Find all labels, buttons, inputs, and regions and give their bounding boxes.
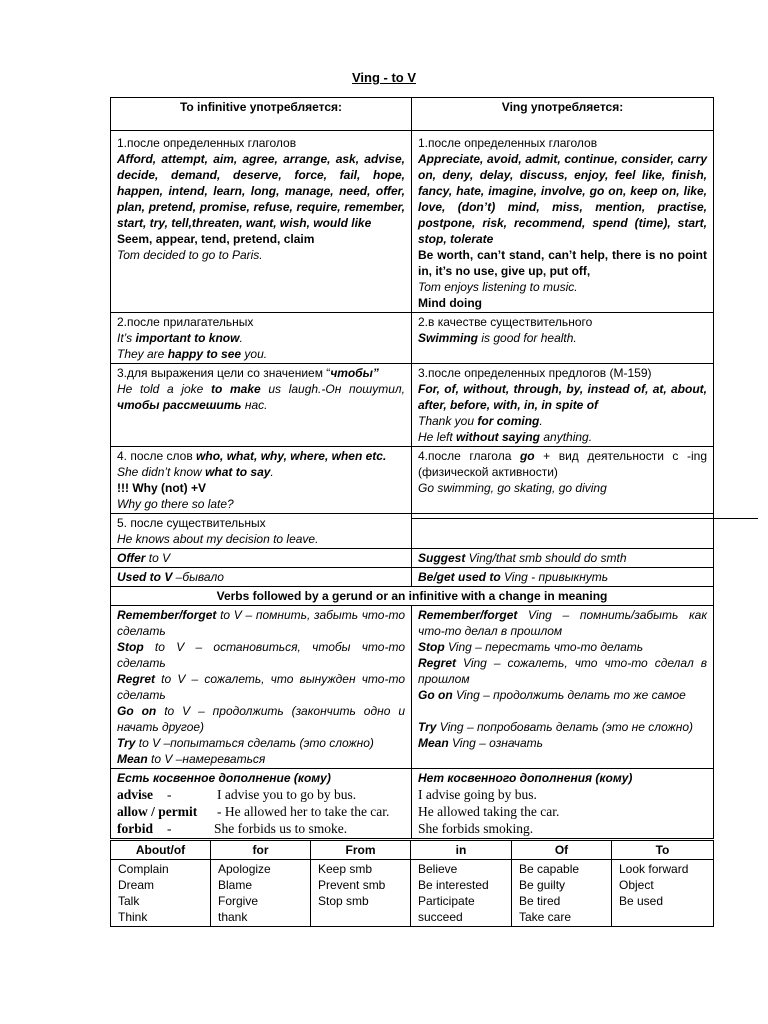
verb-list-2: Seem, appear, tend, pretend, claim: [117, 232, 315, 246]
column-in: [411, 860, 512, 927]
row-adjectives: [111, 313, 714, 364]
example: Tom enjoys listening to music.: [418, 280, 578, 294]
verb-list: Appreciate, avoid, admit, continue, consider, carry on, deny, delay, discuss, enjoy, feel like, finish, fancy, hate, imagine, involve, go on, keep on, like, love, (don’t) mind, miss, mention, practise, postpone, risk, recommend, spend (time), start, stop, tolerate: [418, 152, 707, 246]
row-meaning-change: [111, 606, 714, 769]
list-item: Dream: [118, 878, 155, 892]
column-to: [612, 860, 714, 927]
meaning-item: Mean Ving – означать: [418, 736, 543, 750]
list-item: Believe: [418, 862, 458, 876]
cell-infinitive-verbs: [111, 131, 412, 313]
meaning-item: Go on Ving – продолжить делать то же самое: [418, 688, 686, 702]
example: Thank you for coming.: [418, 414, 543, 428]
cell-infinitive-meanings: [111, 606, 412, 769]
list-item: Be guilty: [519, 878, 566, 892]
list-item: Be capable: [519, 862, 580, 876]
section-title: Verbs followed by a gerund or an infinitive with a change in meaning: [111, 587, 714, 606]
list-item: Participate: [418, 894, 475, 908]
cell-used-to: Used to V –бывало: [111, 568, 412, 587]
section-heading: 3.для выражения цели со значением “чтобы”: [117, 366, 379, 380]
list-item: Be interested: [418, 878, 489, 892]
header-ving: Ving употребляется:: [412, 98, 714, 131]
list-item: Blame: [218, 878, 253, 892]
example: He knows about my decision to leave.: [117, 532, 319, 546]
why-rule: !!! Why (not) +V: [117, 481, 206, 495]
list-item: Complain: [118, 862, 169, 876]
example-row: forbid - She forbids us to smoke.: [117, 821, 348, 836]
header-for: for: [211, 841, 311, 860]
cell-with-indirect-object: [111, 769, 412, 839]
example-row: advise - I advise you to go by bus.: [117, 787, 357, 802]
list-item: Think: [118, 910, 148, 924]
list-item: Talk: [118, 894, 140, 908]
cell-go-activity: [412, 447, 714, 514]
row-section-heading: [111, 587, 714, 606]
page-title: Ving - to V: [351, 70, 417, 85]
spacer: [418, 703, 707, 719]
example: Swimming is good for health.: [418, 331, 577, 345]
section-heading: 4.после глагола go + вид деятельности с -ing (физической активности): [418, 449, 707, 479]
section-heading: 4. после слов who, what, why, where, when etc.: [117, 449, 387, 463]
list-item: Apologize: [218, 862, 271, 876]
cell-after-adjectives: [111, 313, 412, 364]
meaning-item: Regret to V – сожалеть, что вынужден что-то сделать: [117, 672, 405, 702]
header-about-of: About/of: [111, 841, 211, 860]
section-heading: 2.после прилагательных: [117, 315, 254, 329]
header-to-infinitive: To infinitive употребляется:: [111, 98, 412, 131]
example: He told a joke to make us laugh.-Он пошутил, чтобы рассмешить нас.: [117, 382, 405, 412]
cell-be-used-to: Be/get used to Ving - привыкнуть: [412, 568, 714, 587]
cell-as-noun: [412, 313, 714, 364]
list-item: Stop smb: [318, 894, 369, 908]
meaning-item: Mean to V –намереваться: [117, 752, 266, 766]
cell-ving-verbs: [412, 131, 714, 313]
column-from: [311, 860, 411, 927]
header-to: To: [612, 841, 714, 860]
preposition-list: For, of, without, through, by, instead of, at, about, after, before, with, in, in spite of: [418, 382, 707, 412]
list-item: Look forward: [619, 862, 689, 876]
list-item: Forgive: [218, 894, 259, 908]
section-heading: 1.после определенных глаголов: [117, 136, 297, 150]
cell-without-indirect-object: [412, 769, 714, 839]
example: Why go there so late?: [117, 497, 234, 511]
list-item: Be used: [619, 894, 664, 908]
column-of: [512, 860, 612, 927]
meaning-item: Stop to V – остановиться, чтобы что-то сделать: [117, 640, 405, 670]
meaning-item: Go on to V – продолжить (закончить одно и начать другое): [117, 704, 405, 734]
list-item: Object: [619, 878, 654, 892]
cell-purpose: [111, 364, 412, 447]
preposition-header-row: [111, 841, 714, 860]
list-item: Prevent smb: [318, 878, 386, 892]
list-item: Keep smb: [318, 862, 373, 876]
divider-line: [412, 518, 758, 519]
mind-doing: Mind doing: [418, 296, 482, 310]
cell-question-words: [111, 447, 412, 514]
column-for: [211, 860, 311, 927]
row-verbs: [111, 131, 714, 313]
row-used-to: [111, 568, 714, 587]
meaning-item: Remember/forget Ving – помнить/забыть как что-то делал в прошлом: [418, 608, 707, 638]
list-item: thank: [218, 910, 248, 924]
section-heading: 3.после определенных предлогов (M-159): [418, 366, 652, 380]
cell-suggest: Suggest Ving/that smb should do smth: [412, 549, 714, 568]
example-row: She forbids smoking.: [418, 821, 534, 836]
example: He left without saying anything.: [418, 430, 593, 444]
section-heading: 5. после существительных: [117, 516, 266, 530]
cell-gerund-meanings: [412, 606, 714, 769]
example-row: He allowed taking the car.: [418, 804, 560, 819]
row-purpose: [111, 364, 714, 447]
row-indirect-object: [111, 769, 714, 839]
grammar-table: [110, 97, 714, 839]
example-row: I advise going by bus.: [418, 787, 537, 802]
example: Tom decided to go to Paris.: [117, 248, 263, 262]
example: Go swimming, go skating, go diving: [418, 481, 607, 495]
preposition-table: [110, 840, 714, 927]
list-item: Take care: [519, 910, 572, 924]
meaning-item: Stop Ving – перестать что-то делать: [418, 640, 644, 654]
preposition-body-row: [111, 860, 714, 927]
section-heading: Есть косвенное дополнение (кому): [117, 771, 331, 785]
row-question-words: [111, 447, 714, 514]
cell-prepositions: [412, 364, 714, 447]
section-heading: 2.в качестве существительного: [418, 315, 593, 329]
cell-offer: Offer to V: [111, 549, 412, 568]
cell-after-nouns: [111, 514, 412, 549]
header-of: Of: [512, 841, 612, 860]
header-from: From: [311, 841, 411, 860]
table-header-row: [111, 98, 714, 131]
meaning-item: Remember/forget to V – помнить, забыть что-то сделать: [117, 608, 405, 638]
header-in: in: [411, 841, 512, 860]
list-item: succeed: [418, 910, 463, 924]
meaning-item: Try to V –попытаться сделать (это сложно): [117, 736, 374, 750]
meaning-item: Regret Ving – сожалеть, что что-то сделал в прошлом: [418, 656, 707, 686]
list-item: Be tired: [519, 894, 561, 908]
meaning-item: Try Ving – попробовать делать (это не сложно): [418, 720, 693, 734]
verb-list-2: Be worth, can’t stand, can’t help, there is no point in, it’s no use, give up, put off,: [418, 248, 707, 278]
column-about-of: [111, 860, 211, 927]
example-row: allow / permit - He allowed her to take the car.: [117, 804, 390, 819]
example: It’s important to know.: [117, 331, 243, 345]
example: She didn’t know what to say.: [117, 465, 274, 479]
row-offer-suggest: [111, 549, 714, 568]
example: They are happy to see you.: [117, 347, 268, 361]
verb-list: Afford, attempt, aim, agree, arrange, ask, advise, decide, demand, deserve, force, fail, hope, happen, intend, learn, long, manage, need, offer, plan, pretend, promise, refuse, require, remember, start, try, tell,threaten, want, wish, would like: [117, 152, 405, 230]
section-heading: Нет косвенного дополнения (кому): [418, 771, 633, 785]
section-heading: 1.после определенных глаголов: [418, 136, 598, 150]
